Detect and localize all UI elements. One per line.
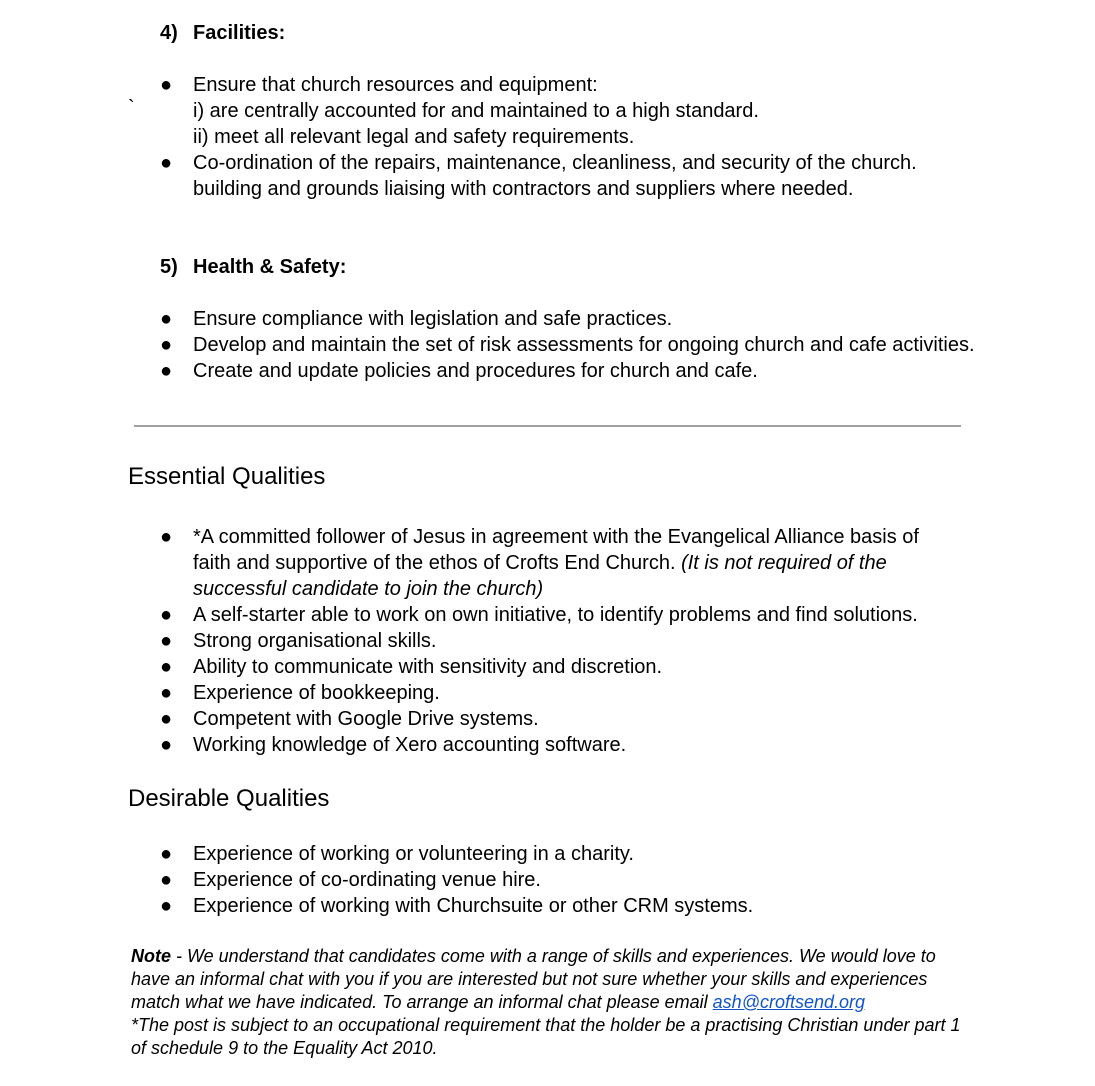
bullet-icon: ●	[160, 604, 173, 626]
list-item	[160, 680, 960, 706]
essential-qualities-heading: Essential Qualities	[128, 463, 326, 490]
bullet-icon: ●	[160, 895, 173, 917]
health-safety-number: 5)	[160, 256, 178, 278]
list-item-text: Working knowledge of Xero accounting software.	[193, 734, 627, 756]
list-item	[160, 602, 960, 628]
list-item-text: Ensure compliance with legislation and safe practices.	[193, 308, 673, 330]
facilities-title: Facilities:	[193, 22, 286, 44]
list-item-text: Strong organisational skills.	[193, 630, 437, 652]
list-item	[160, 524, 960, 602]
bullet-icon: ●	[160, 152, 173, 174]
list-item-text: *A committed follower of Jesus in agreement with the Evangelical Alliance basis of faith and supportive of the ethos of Crofts End Church.	[193, 526, 919, 574]
stray-backtick-mark: `	[128, 97, 135, 119]
bullet-icon: ●	[160, 708, 173, 730]
list-item	[160, 706, 960, 732]
bullet-icon: ●	[160, 869, 173, 891]
list-item-text: Experience of co-ordinating venue hire.	[193, 869, 541, 891]
note-label: Note	[131, 946, 171, 966]
bullet-icon: ●	[160, 74, 173, 96]
essential-qualities-list	[160, 524, 960, 758]
bullet-icon: ●	[160, 843, 173, 865]
bullet-icon: ●	[160, 734, 173, 756]
list-item	[160, 332, 980, 358]
list-item	[160, 358, 980, 384]
list-item	[160, 732, 960, 758]
list-item-text: Develop and maintain the set of risk assessments for ongoing church and cafe activities.	[193, 334, 975, 356]
list-item-line: ii) meet all relevant legal and safety requirements.	[193, 126, 635, 148]
note-block	[131, 945, 966, 1060]
list-item	[160, 841, 980, 867]
list-item	[160, 628, 960, 654]
list-item-text: Create and update policies and procedures for church and cafe.	[193, 360, 758, 382]
bullet-icon: ●	[160, 630, 173, 652]
list-item-text: Experience of bookkeeping.	[193, 682, 440, 704]
note-paragraph	[131, 945, 966, 1014]
list-item-line: Ensure that church resources and equipment:	[193, 74, 598, 96]
facilities-number: 4)	[160, 22, 178, 44]
list-item-text: Ability to communicate with sensitivity and discretion.	[193, 656, 663, 678]
bullet-icon: ●	[160, 682, 173, 704]
bullet-icon: ●	[160, 308, 173, 330]
desirable-qualities-heading: Desirable Qualities	[128, 785, 330, 812]
list-item-text: Experience of working or volunteering in a charity.	[193, 843, 634, 865]
note-text: - We understand that candidates come with a range of skills and experiences. We would love to have an informal chat with you if you are interested but not sure whether your skills and experiences match what we have indicated. To arrange an informal chat please email	[131, 946, 936, 1012]
list-item	[160, 72, 980, 150]
list-item-line: Co-ordination of the repairs, maintenance, cleanliness, and security of the church.	[193, 152, 917, 174]
bullet-icon: ●	[160, 334, 173, 356]
list-item-text: Competent with Google Drive systems.	[193, 708, 539, 730]
bullet-icon: ●	[160, 526, 173, 548]
list-item	[160, 306, 980, 332]
desirable-qualities-list	[160, 841, 980, 919]
health-safety-list	[160, 306, 980, 384]
list-item-text: A self-starter able to work on own initiative, to identify problems and find solutions.	[193, 604, 918, 626]
facilities-heading	[160, 20, 285, 46]
list-item-line: building and grounds liaising with contractors and suppliers where needed.	[193, 178, 854, 200]
list-item-line: i) are centrally accounted for and maintained to a high standard.	[193, 100, 759, 122]
bullet-icon: ●	[160, 360, 173, 382]
list-item-text: Experience of working with Churchsuite or other CRM systems.	[193, 895, 754, 917]
list-item	[160, 654, 960, 680]
list-item	[160, 893, 980, 919]
list-item	[160, 867, 980, 893]
list-item	[160, 150, 980, 202]
email-link[interactable]: ash@croftsend.org	[712, 992, 866, 1012]
health-safety-heading	[160, 254, 346, 280]
footnote: *The post is subject to an occupational requirement that the holder be a practising Christian under part 1 of schedule 9 to the Equality Act 2010.	[131, 1015, 961, 1058]
list-item-italic-note: (It is not required of the successful candidate to join the church)	[193, 552, 887, 600]
bullet-icon: ●	[160, 656, 173, 678]
facilities-list	[160, 72, 980, 202]
health-safety-title: Health & Safety:	[193, 256, 347, 278]
horizontal-divider	[134, 425, 961, 427]
